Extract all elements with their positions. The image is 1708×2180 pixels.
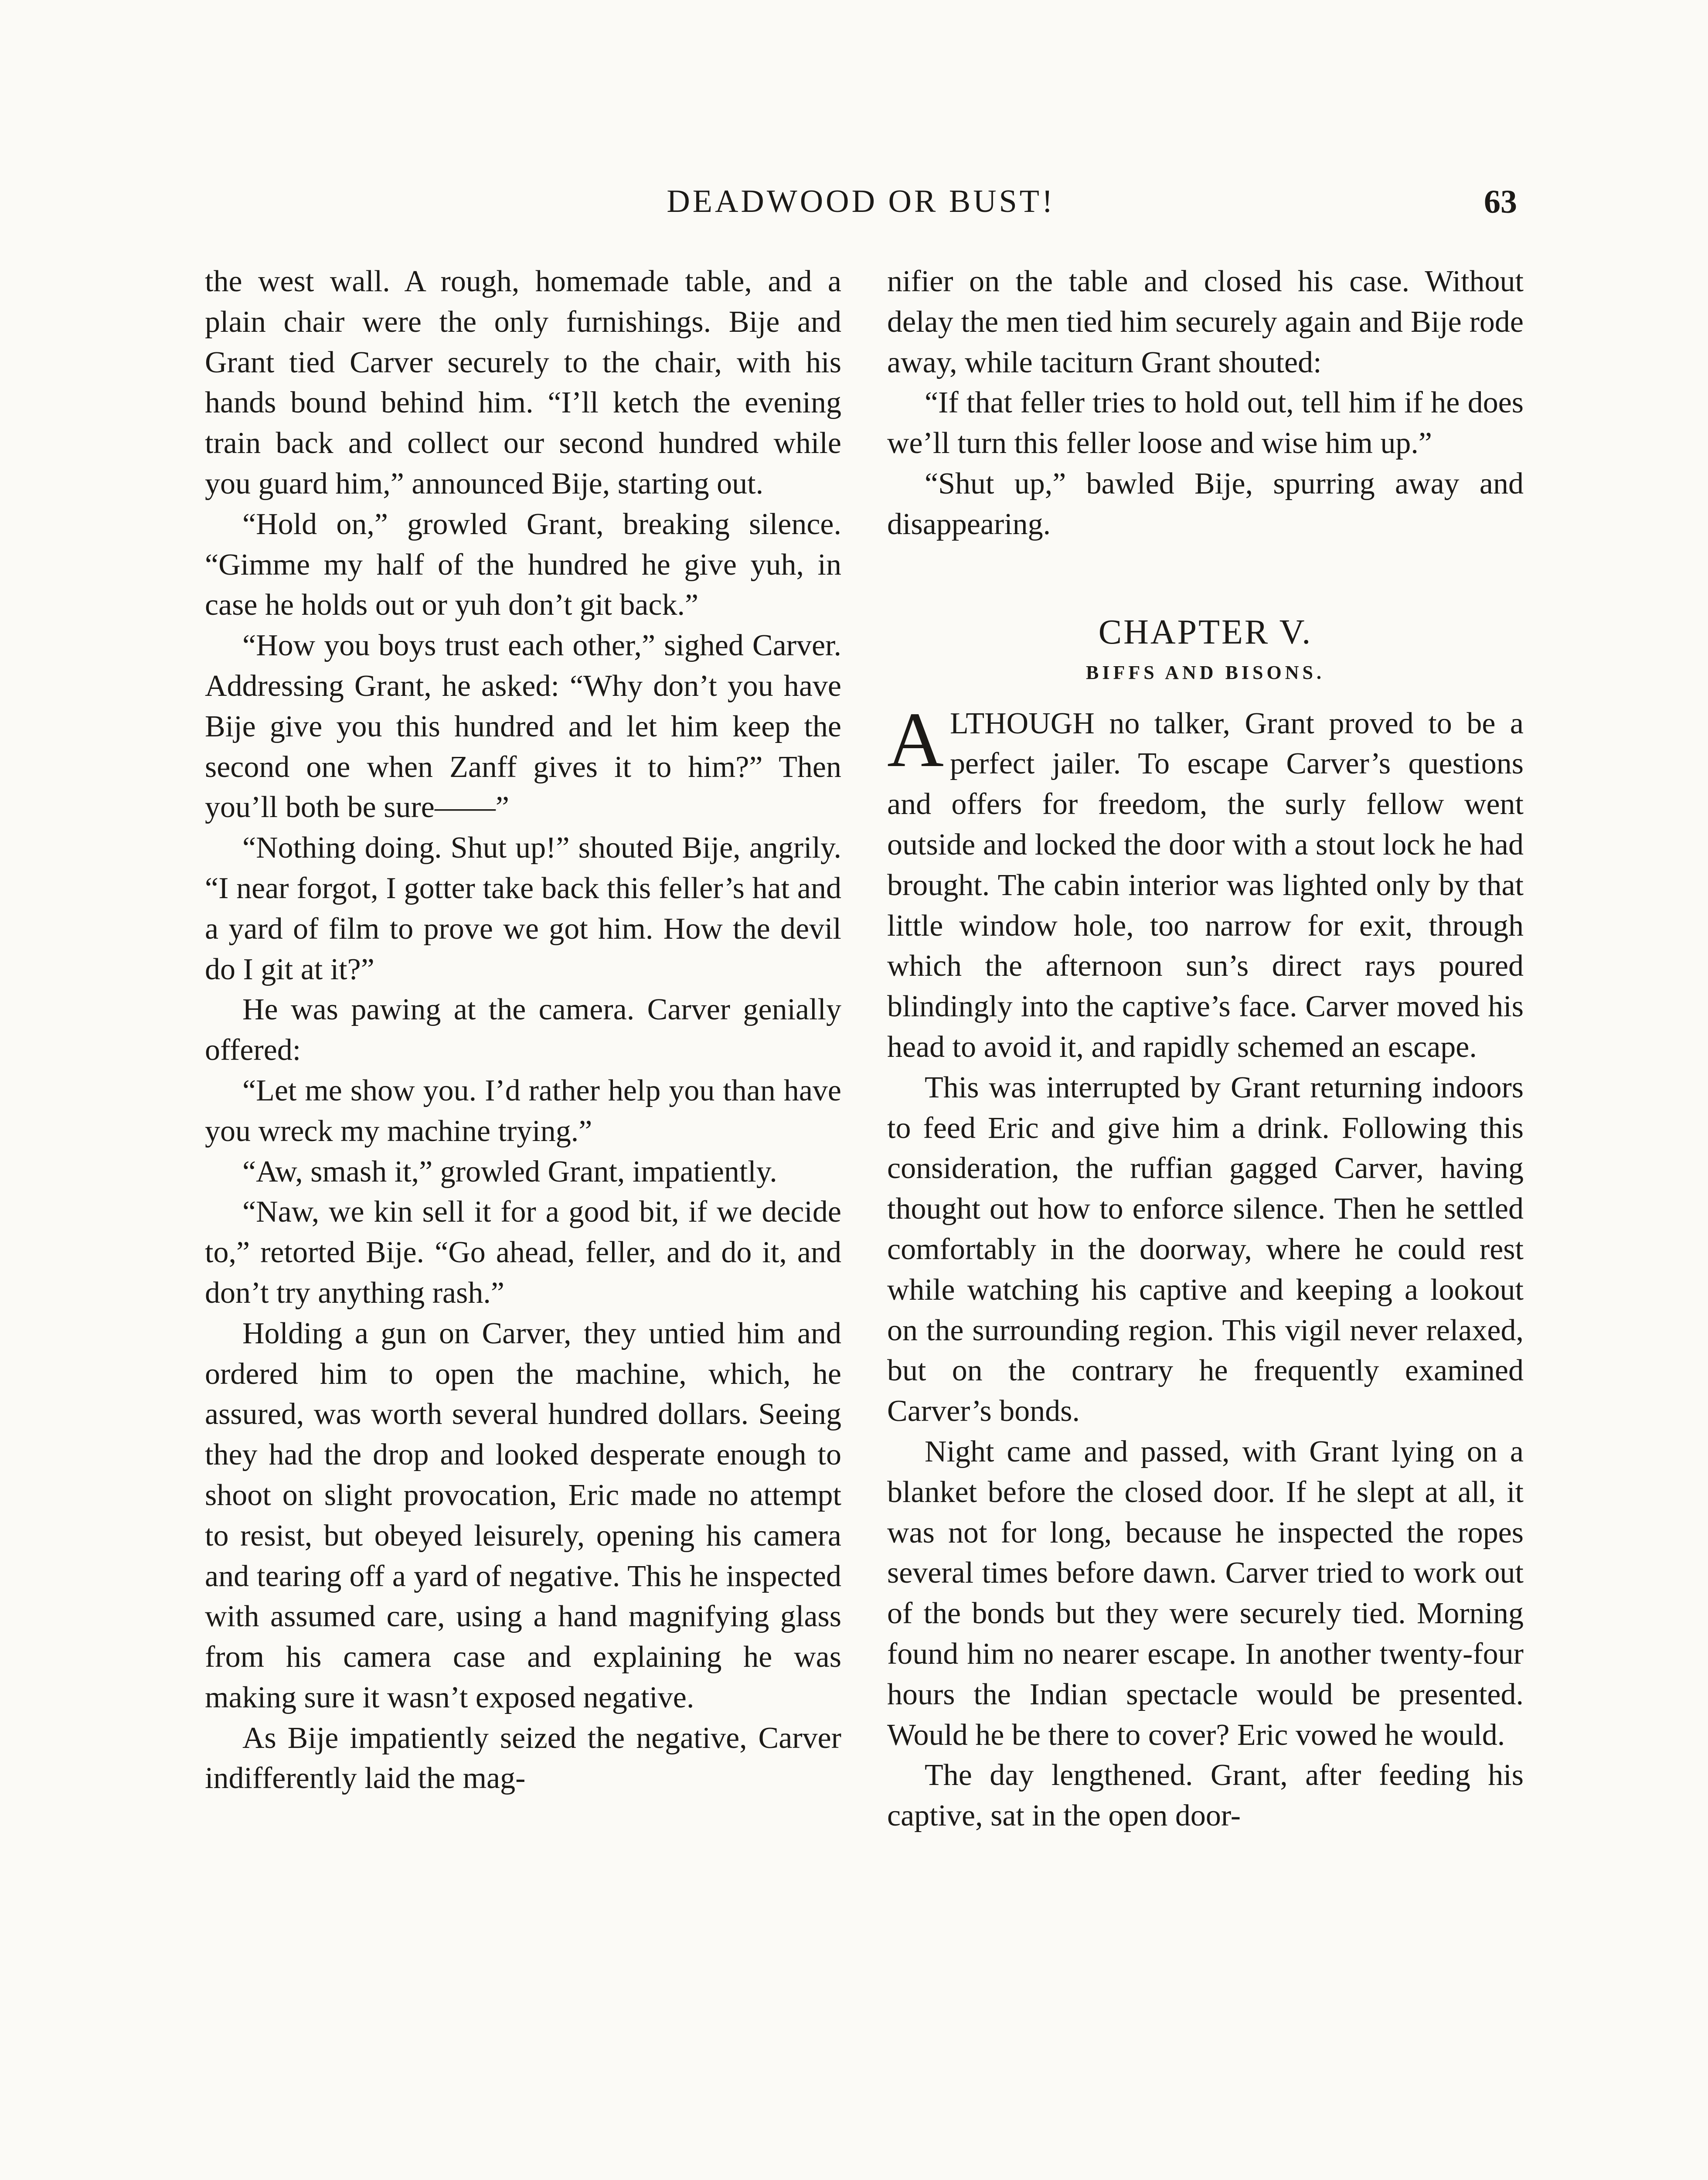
page-header xyxy=(205,183,1517,231)
paragraph: “Aw, smash it,” growled Grant, impatiently. xyxy=(242,1155,777,1189)
running-title: DEADWOOD OR BUST! xyxy=(667,184,1055,219)
drop-cap: A xyxy=(887,696,944,783)
page-number: 63 xyxy=(1484,184,1517,220)
paragraph: “How you boys trust each other,” sighed Carver. Addressing Grant, he asked: “Why don’t you have Bije give you this hundred and let him keep the second one when Zanff gives it to him?” Then you’ll both be sure——” xyxy=(205,629,841,824)
paragraph: Night came and passed, with Grant lying on a blanket before the closed door. If he slept at all, it was not for long, because he inspected the ropes several times before dawn. Carver tried to work out of the bonds but they were securely tied. Morning found him no nearer escape. In another twenty-four hours the Indian spectacle would be presented. Would he be there to cover? Eric vowed he would. xyxy=(887,1434,1524,1752)
right-column xyxy=(887,262,1524,1836)
paragraph: “Nothing doing. Shut up!” shouted Bije, angrily. “I near forgot, I gotter take back this feller’s hat and a yard of film to prove we got him. How the devil do I git at it?” xyxy=(205,831,841,986)
chapter-title: CHAPTER V. xyxy=(1098,613,1313,651)
paragraph: Holding a gun on Carver, they untied him and ordered him to open the machine, which, he assured, was worth several hundred dollars. Seeing they had the drop and looked desperate enough to shoot on slight provocation, Eric made no attempt to resist, but obeyed leisurely, opening his camera and tearing off a yard of negative. This he inspected with assumed care, using a hand magnifying glass from his camera case and explaining he was making sure it wasn’t exposed negative. xyxy=(205,1316,841,1714)
chapter-subtitle: BIFFS AND BISONS. xyxy=(1085,661,1325,683)
left-column xyxy=(205,262,841,1799)
paragraph: “If that feller tries to hold out, tell him if he does we’ll turn this feller loose and wise him up.” xyxy=(887,386,1524,460)
paragraph: “Shut up,” bawled Bije, spurring away and disappearing. xyxy=(887,467,1524,541)
paragraph: He was pawing at the camera. Carver genially offered: xyxy=(205,993,841,1067)
paragraph: This was interrupted by Grant returning indoors to feed Eric and give him a drink. Following this consideration, the ruffian gagged Carver, having thought out how to enforce silence. Then he settled comfortably in the doorway, where he could rest while watching his captive and keeping a lookout on the surrounding region. This vigil never relaxed, but on the contrary he frequently examined Carver’s bonds. xyxy=(887,1070,1524,1428)
paragraph: the west wall. A rough, homemade table, and a plain chair were the only furnishings. Bije and Grant tied Carver securely to the chair, with his hands bound behind him. “I’ll ketch the evening train back and collect our second hundred while you guard him,” announced Bije, starting out. xyxy=(205,265,841,501)
paragraph: “Naw, we kin sell it for a good bit, if we decide to,” retorted Bije. “Go ahead, feller, and do it, and don’t try anything rash.” xyxy=(205,1195,841,1310)
paragraph: The day lengthened. Grant, after feeding his captive, sat in the open door- xyxy=(887,1758,1524,1833)
paragraph: “Let me show you. I’d rather help you than have you wreck my machine trying.” xyxy=(205,1073,841,1148)
opening-text: LTHOUGH no talker, Grant proved to be a perfect jailer. To escape Carver’s questions and offers for freedom, the surly fellow went outside and locked the door with a stout lock he had brought. The cabin interior was lighted only by that little window hole, too narrow for exit, through which the afternoon sun’s direct rays poured blindingly into the captive’s face. Carver moved his head to avoid it, and rapidly schemed an escape. xyxy=(887,706,1524,1064)
paragraph: “Hold on,” growled Grant, breaking silence. “Gimme my half of the hundred he give yuh, in case he holds out or yuh don’t git back.” xyxy=(205,507,841,622)
opening-paragraph xyxy=(887,696,1524,1068)
paragraph: As Bije impatiently seized the negative, Carver indifferently laid the mag- xyxy=(205,1721,841,1795)
paragraph: nifier on the table and closed his case. Without delay the men tied him securely again and Bije rode away, while taciturn Grant shouted: xyxy=(887,265,1524,379)
